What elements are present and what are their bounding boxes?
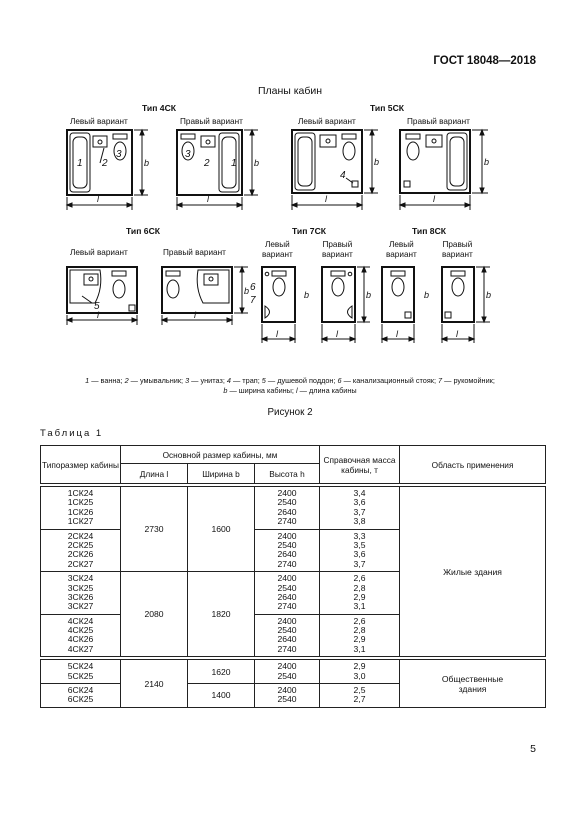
table-row: 1СК24 1СК25 1СК26 1СК27 2730 1600 2400 2540 2640 2740 3,4 3,6 3,7 3,8 Жилые здания [41, 487, 546, 530]
toilet [392, 278, 404, 296]
toilet [167, 280, 179, 298]
dim-width: b [424, 290, 430, 300]
left-variant-label: Левый вариант [70, 117, 128, 126]
right-variant-label: Правый вариант [442, 240, 473, 259]
header-type: Типоразмер кабины [41, 446, 121, 484]
dim-width: b [304, 290, 310, 300]
plans-title: Планы кабин [257, 85, 323, 97]
dim-length: l [456, 329, 458, 339]
dim-width: b [254, 158, 260, 168]
left-variant-label: Левый вариант [262, 240, 293, 259]
header-width: Ширина b [188, 464, 255, 484]
left-variant-label: Левый вариант [70, 248, 128, 257]
figure-legend: 1 — ванна; 2 — умывальник; 3 — унитаз; 4 — трап; 5 — душевой поддон; 6 — канализационный стояк; 7 — рукомойник; b — ширина кабины; l — длина кабины [85, 376, 495, 395]
table-row: 3СК24 3СК25 3СК26 3СК27 2080 1820 2400 2540 2640 2740 2,6 2,8 2,9 3,1 [41, 572, 546, 615]
marker-3: 3 [116, 149, 122, 160]
standard-number: ГОСТ 18048—2018 [433, 55, 536, 67]
left-variant-label: Левый вариант [298, 117, 356, 126]
dim-width: b [366, 290, 372, 300]
floor-drain [445, 312, 451, 318]
washbasin [320, 135, 336, 147]
figure-caption: Рисунок 2 [267, 407, 313, 418]
cabin-7ck-left [262, 267, 295, 322]
marker-6: 6 [250, 282, 256, 293]
floor-drain [129, 305, 135, 311]
header-height: Высота h [255, 464, 320, 484]
type-5ck-label: Тип 5СК [370, 103, 405, 113]
right-variant-label: Правый вариант [180, 117, 243, 126]
dim-length: l [276, 329, 278, 339]
dim-width: b [486, 290, 492, 300]
cabin-7ck-right [322, 267, 355, 322]
table-row: 6СК24 6СК25 1400 2400 2540 2,5 2,7 [41, 684, 546, 708]
dim-length: l [325, 194, 327, 204]
right-variant-label: Правый вариант [322, 240, 353, 259]
dim-length: l [97, 310, 99, 320]
hand-basin [265, 306, 270, 318]
hand-basin [348, 306, 353, 318]
area-residential: Жилые здания [400, 487, 546, 657]
dim-length: l [396, 329, 398, 339]
marker-1: 1 [231, 158, 237, 169]
page-number: 5 [530, 743, 536, 755]
floor-drain [405, 312, 411, 318]
table-row: 4СК24 4СК25 4СК26 4СК27 2400 2540 2640 2740 2,6 2,8 2,9 3,1 [41, 614, 546, 657]
dim-width: b [484, 157, 490, 167]
washbasin [204, 274, 218, 285]
dim-width: b [374, 157, 380, 167]
type-6ck-label: Тип 6СК [126, 226, 161, 236]
sewer-riser [265, 272, 269, 276]
washbasin [84, 274, 98, 285]
marker-1: 1 [77, 158, 83, 169]
toilet [452, 278, 464, 296]
floor-drain [404, 181, 410, 187]
washbasin [426, 135, 442, 147]
cabin-plans-drawing [0, 0, 580, 370]
toilet [343, 142, 355, 160]
cabin-sizes-table [40, 445, 546, 708]
type-4ck-label: Тип 4СК [142, 103, 177, 113]
dim-length: l [194, 310, 196, 320]
header-area: Область применения [400, 446, 546, 484]
marker-2: 2 [102, 158, 108, 169]
dim-width: b [144, 158, 150, 168]
marker-2: 2 [204, 158, 210, 169]
dim-width: b [244, 286, 250, 296]
dim-length: l [207, 194, 209, 204]
header-length: Длина l [121, 464, 188, 484]
marker-5: 5 [94, 301, 100, 312]
dim-length: l [433, 194, 435, 204]
marker-4: 4 [340, 170, 346, 181]
area-public: Общественные здания [400, 660, 546, 708]
dim-length: l [97, 194, 99, 204]
shower-tray [197, 270, 229, 303]
table-row: 2СК24 2СК25 2СК26 2СК27 2400 2540 2640 2740 3,3 3,5 3,6 3,7 [41, 529, 546, 572]
sewer-riser [348, 272, 352, 276]
toilet [113, 280, 125, 298]
header-main-size: Основной размер кабины, мм [121, 446, 320, 464]
cabin-8ck-left [382, 267, 414, 322]
marker-3: 3 [185, 149, 191, 160]
washbasin [201, 136, 215, 147]
type-8ck-label: Тип 8СК [412, 226, 447, 236]
table-row: 5СК24 5СК25 2140 1620 2400 2540 2,9 3,0 Общественные здания [41, 660, 546, 684]
toilet [273, 278, 285, 296]
right-variant-label: Правый вариант [407, 117, 470, 126]
dim-length: l [336, 329, 338, 339]
cabin-8ck-right [442, 267, 474, 322]
left-variant-label: Левый вариант [386, 240, 417, 259]
toilet [407, 142, 419, 160]
marker-7: 7 [250, 295, 256, 306]
table-caption: Таблица 1 [40, 428, 104, 439]
right-variant-label: Правый вариант [163, 248, 226, 257]
type-7ck-label: Тип 7СК [292, 226, 327, 236]
washbasin [93, 136, 107, 147]
toilet [332, 278, 344, 296]
floor-drain [352, 181, 358, 187]
header-mass: Справочная масса кабины, т [320, 446, 400, 484]
